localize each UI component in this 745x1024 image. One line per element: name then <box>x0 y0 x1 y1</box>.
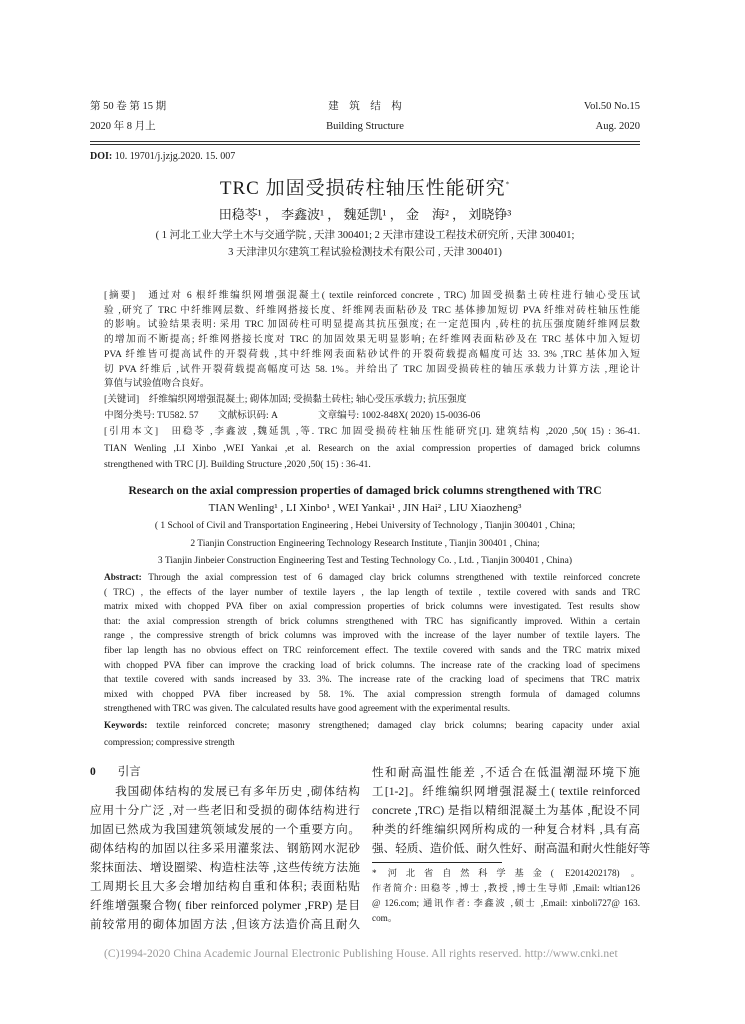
text-line: that: the axial compression strength of brick columns strengthened with TRC has significantly improved. Within a certain <box>104 616 640 627</box>
journal-name-cn: 建 筑 结 构 <box>328 101 402 112</box>
body-right-column <box>372 766 651 866</box>
text-line: TIAN Wenling ,LI Xinbo ,WEI Yankai ,et al. Research on the axial compression properties of damaged brick columns <box>104 442 640 454</box>
paper-title-cn <box>90 178 640 201</box>
doi <box>90 151 235 163</box>
text-line: fiber lap length has no obvious effect on TRC reinforcement effect. The textile covered with sands and the TRC matrix mixed <box>104 646 640 656</box>
text: Through the axial compression test of 6 damaged clay brick columns strengthened with textile reinforced concrete <box>141 573 640 583</box>
affiliation-cn-2: 3 天津津贝尔建筑工程试验检测技术有限公司 , 天津 300401) <box>228 247 502 258</box>
text-line: 工[1-2]。纤维编织网增强混凝土( textile reinforced <box>372 785 640 798</box>
title-text: TRC 加固受损砖柱轴压性能研究 <box>219 178 506 199</box>
text-line: 种类的纤维编织网所构成的一种复合材料 ,具有高 <box>372 823 640 836</box>
affiliation-en-1: ( 1 School of Civil and Transportation Engineering , Hebei University of Technology , Tianjin 300401 , China; <box>154 521 576 531</box>
text-line: compression; compressive strength <box>104 738 235 748</box>
footnote-rule <box>372 862 502 863</box>
footnotes <box>372 868 640 928</box>
text-line <box>104 721 640 732</box>
header-rule-bottom <box>90 144 640 145</box>
text-line: range , the compressive strength of brick columns was improved with the increase of the layer number of textile layers. The <box>104 631 640 642</box>
text-line: ( TRC) , the effects of the layer number of textile layers , the lap length of textile , textile covered with sands and TRC <box>104 587 640 598</box>
text-line: 验 ,研究了 TRC 中纤维网层数、纤维网搭接长度、纤维网表面粘砂及 TRC 基体掺加短切 PVA 纤维对砖柱轴压性能 <box>104 304 640 316</box>
text-line: 性和耐高温性能差 ,不适合在低温潮湿环境下施 <box>372 766 640 779</box>
article-number: 文章编号: 1002-848X( 2020) 15-0036-06 <box>318 410 481 421</box>
text-line: @ 126.com; 通讯作者: 李鑫波 ,硕士 ,Email: xinboli727@ 163. <box>372 898 640 908</box>
text-line: 应用十分广泛 ,对一些老旧和受损的砌体结构进行 <box>90 804 360 817</box>
text-line: com。 <box>372 913 398 923</box>
abstract-cn <box>104 290 640 395</box>
text-line: 前较常用的砌体加固方法 ,但该方法造价高且耐久 <box>90 918 360 931</box>
text-line: concrete ,TRC) 是指以精细混凝土为基体 ,配设不同 <box>372 804 640 817</box>
text-line: [引用本文] 田稳苓 ,李鑫波 ,魏延凯 ,等. TRC 加固受损砖柱轴压性能研究[J]. 建筑结构 ,2020 ,50( 15) : 36-41. <box>104 426 640 437</box>
text-line: that textile covered with sands increased by 33. 3%. The increase rate of the cracking load of specimens that TRC matrix <box>104 675 640 686</box>
section-title: 引言 <box>117 766 141 778</box>
label: Abstract: <box>104 573 142 583</box>
keywords-en <box>104 721 640 755</box>
text-line: 工周期长且大多会增加结构自重和体积; 表面粘贴 <box>90 880 360 893</box>
text-line: 的影响。试验结果表明: 采用 TRC 加固砖柱可明显提高其抗压强度; 在一定范围内 ,砖柱的抗压强度随纤维网层数 <box>104 319 640 331</box>
text-line: 加固已然成为我国建筑领域发展的一个重要方向。 <box>90 823 360 836</box>
copyright-watermark: (C)1994-2020 China Academic Journal Electronic Publishing House. All rights reserved. http://www.cnki.net <box>104 948 618 960</box>
keywords-cn: [关键词] 纤维编织网增强混凝土; 砌体加固; 受损黏土砖柱; 轴心受压承载力; 抗压强度 <box>104 394 467 405</box>
text-line: 我国砌体结构的发展已有多年历史 ,砌体结构 <box>90 785 360 798</box>
abstract-en <box>104 573 640 723</box>
date-en: Aug. 2020 <box>595 121 640 132</box>
authors-en: TIAN Wenling¹ , LI Xinbo¹ , WEI Yankai¹ , JIN Hai² , LIU Xiaozheng³ <box>208 502 522 514</box>
text-line: 算值与试验值吻合良好。 <box>104 378 210 390</box>
text-line: strengthened with TRC [J]. Building Structure ,2020 ,50( 15) : 36-41. <box>104 459 371 470</box>
body-left-column <box>90 785 360 940</box>
affiliation-en-3: 3 Tianjin Jinbeier Construction Engineering Test and Testing Technology Co. , Ltd. , Tianjin 300401 , China) <box>157 556 573 566</box>
text-line: 砌体结构的加固以往多采用灌浆法、钢筋网水泥砂 <box>90 842 360 855</box>
text-line: matrix mixed with chopped PVA fiber on axial compression properties of brick columns were investigated. Test results show <box>104 602 640 613</box>
header-rule-top <box>90 141 640 142</box>
doi-value: 10. 19701/j.jzjg.2020. 15. 007 <box>112 151 236 162</box>
text-line: * 河北省自然科学基金( E2014202178) 。 <box>372 868 640 878</box>
text-line: strengthened with TRC was given. The calculated results have good agreement with the experimental results. <box>104 704 511 715</box>
text-line <box>104 573 640 584</box>
affiliation-cn-1: ( 1 河北工业大学土木与交通学院 , 天津 300401; 2 天津市建设工程技术研究所 , 天津 300401; <box>155 230 575 241</box>
clc-number: 中图分类号: TU582. 57 <box>104 410 199 421</box>
text-line: mixed with chopped PVA fiber increased by 58. 1%. The axial compression strength formula of damaged columns <box>104 689 640 700</box>
authors-cn: 田稳苓¹ ， 李鑫波¹ ， 魏延凯¹ ， 金 海² ， 刘晓铮³ <box>218 207 512 222</box>
text: textile reinforced concrete; masonry strengthened; damaged clay brick columns; bearing capacity under axial <box>147 721 640 731</box>
text-line: [摘要] 通过对 6 根纤维编织网增强混凝土( textile reinforced concrete , TRC) 加固受损黏土砖柱进行轴心受压试 <box>104 290 640 301</box>
paper-title-en: Research on the axial compression properties of damaged brick columns strengthened with TRC <box>128 485 602 497</box>
text-line: 切 PVA 纤维后 ,试件开裂荷载提高幅度可达 58. 1%。并给出了 TRC 加固受损砖柱的轴压承载力计算方法 ,理论计 <box>104 363 640 375</box>
text-line: 浆抹面法、增设圈梁、构造柱法等 ,这些传统方法施 <box>90 861 360 874</box>
affiliation-en-2: 2 Tianjin Construction Engineering Technology Research Institute , Tianjin 300401 , China; <box>190 539 540 549</box>
title-footnote-mark: * <box>505 180 511 189</box>
section-heading <box>90 766 141 780</box>
document-code: 文献标识码: A <box>218 410 278 421</box>
text-line: PVA 纤维皆可提高试件的开裂荷载 ,其中纤维网表面粘砂试件的开裂荷载提高幅度可达 33. 3% ,TRC 基体加入短 <box>104 348 640 360</box>
volume-issue-cn: 第 50 卷 第 15 期 <box>90 101 167 112</box>
text-line: 强、轻质、造价低、耐久性好、耐高温和耐火性能好等 <box>372 842 651 855</box>
section-number: 0 <box>90 766 96 778</box>
date-cn: 2020 年 8 月上 <box>90 121 156 132</box>
text-line: 作者简介: 田稳苓 ,博士 ,教授 ,博士生导师 ,Email: wltian126 <box>372 883 640 893</box>
text-line: 的增加而不断提高; 纤维网搭接长度对 TRC 的加固效果无明显影响; 在纤维网表面粘砂及在 TRC 基体中加入短切 <box>104 334 640 346</box>
doi-label: DOI: <box>90 151 113 162</box>
text-line: with chopped PVA fiber can improve the cracking load of brick columns. The increase rate of the cracking load of specimens <box>104 660 640 671</box>
text-line: 纤维增强聚合物( fiber reinforced polymer ,FRP) 是目 <box>90 899 360 912</box>
label: Keywords: <box>104 721 148 731</box>
volume-issue-en: Vol.50 No.15 <box>583 101 640 112</box>
citation <box>104 426 640 476</box>
journal-name-en: Building Structure <box>326 121 404 132</box>
